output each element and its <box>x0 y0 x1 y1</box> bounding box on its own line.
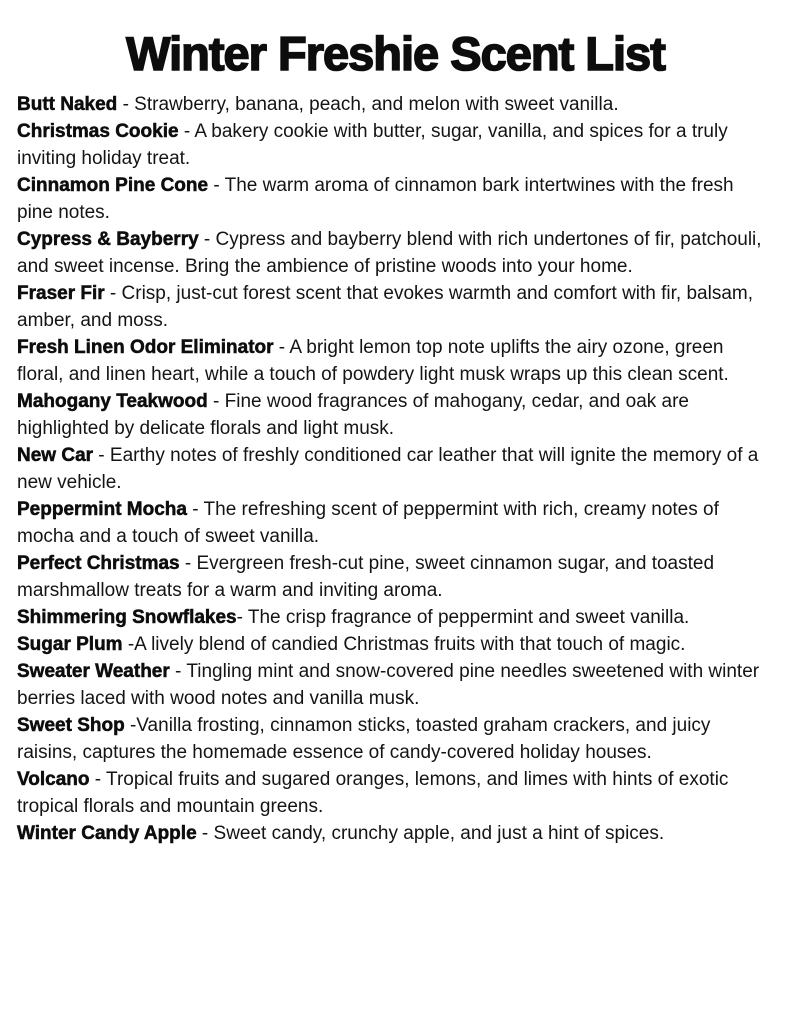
scent-name: Volcano <box>17 769 90 790</box>
scent-description: - Sweet candy, crunchy apple, and just a hint of spices. <box>196 823 665 844</box>
scent-name: Shimmering Snowflakes <box>17 607 237 628</box>
scent-description: - Cypress and bayberry blend with rich undertones of fir, patchouli, and sweet incense. Bring the ambience of pristine woods into your home. <box>17 229 762 277</box>
scent-entry <box>17 766 774 820</box>
scent-entry <box>17 226 774 280</box>
scent-description: - A bright lemon top note uplifts the airy ozone, green floral, and linen heart, while a touch of powdery light musk wraps up this clean scent. <box>17 337 729 385</box>
scent-entry <box>17 118 774 172</box>
scent-name: New Car <box>17 445 94 466</box>
scent-entry <box>17 388 774 442</box>
scent-name: Peppermint Mocha <box>17 499 187 520</box>
scent-name: Fresh Linen Odor Eliminator <box>17 337 274 358</box>
scent-entry <box>17 280 774 334</box>
scent-name: Sweater Weather <box>17 661 170 682</box>
scent-entry <box>17 658 774 712</box>
scent-entry <box>17 442 774 496</box>
scent-name: Winter Candy Apple <box>17 823 197 844</box>
scent-description: - Tingling mint and snow-covered pine needles sweetened with winter berries laced with wood notes and vanilla musk. <box>17 661 760 709</box>
scent-entry <box>17 712 774 766</box>
scent-description: - The refreshing scent of peppermint with rich, creamy notes of mocha and a touch of sweet vanilla. <box>17 499 719 547</box>
scent-entry <box>17 334 774 388</box>
scent-description: -A lively blend of candied Christmas fruits with that touch of magic. <box>122 634 686 655</box>
scent-description: - Tropical fruits and sugared oranges, lemons, and limes with hints of exotic tropical florals and mountain greens. <box>17 769 729 817</box>
scent-list <box>17 91 774 847</box>
scent-entry <box>17 91 774 118</box>
scent-name: Butt Naked <box>17 94 118 115</box>
scent-name: Perfect Christmas <box>17 553 180 574</box>
scent-entry <box>17 631 774 658</box>
scent-description: - The crisp fragrance of peppermint and sweet vanilla. <box>236 607 690 628</box>
scent-description: - A bakery cookie with butter, sugar, vanilla, and spices for a truly inviting holiday treat. <box>17 121 728 169</box>
scent-entry <box>17 172 774 226</box>
scent-name: Mahogany Teakwood <box>17 391 208 412</box>
scent-entry <box>17 550 774 604</box>
scent-name: Christmas Cookie <box>17 121 179 142</box>
scent-entry <box>17 820 774 847</box>
page-title: Winter Freshie Scent List <box>126 27 665 80</box>
scent-name: Cinnamon Pine Cone <box>17 175 209 196</box>
scent-description: - Evergreen fresh-cut pine, sweet cinnamon sugar, and toasted marshmallow treats for a warm and inviting aroma. <box>17 553 715 601</box>
scent-description: -Vanilla frosting, cinnamon sticks, toasted graham crackers, and juicy raisins, captures the homemade essence of candy-covered holiday houses. <box>17 715 711 763</box>
scent-description: - Earthy notes of freshly conditioned car leather that will ignite the memory of a new vehicle. <box>17 445 759 493</box>
scent-entry <box>17 496 774 550</box>
scent-name: Cypress & Bayberry <box>17 229 199 250</box>
scent-name: Sweet Shop <box>17 715 125 736</box>
scent-description: - The warm aroma of cinnamon bark intertwines with the fresh pine notes. <box>17 175 734 223</box>
scent-description: - Fine wood fragrances of mahogany, cedar, and oak are highlighted by delicate florals and light musk. <box>17 391 689 439</box>
scent-name: Fraser Fir <box>17 283 105 304</box>
scent-description: - Strawberry, banana, peach, and melon with sweet vanilla. <box>117 94 619 115</box>
scent-entry <box>17 604 774 631</box>
scent-description: - Crisp, just-cut forest scent that evokes warmth and comfort with fir, balsam, amber, and moss. <box>17 283 753 331</box>
scent-name: Sugar Plum <box>17 634 123 655</box>
